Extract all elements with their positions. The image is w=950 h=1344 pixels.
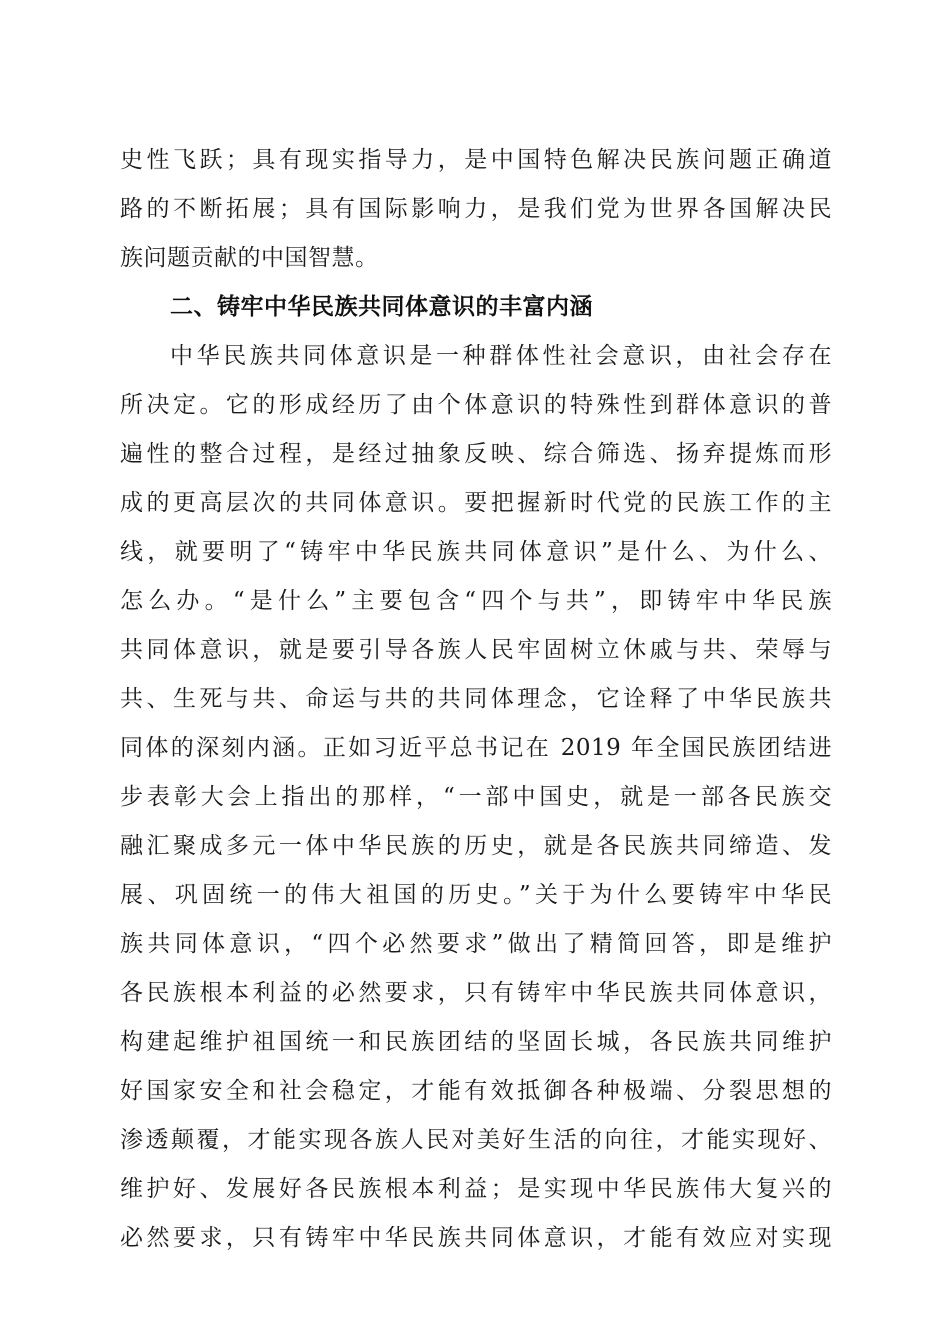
paragraph-2-line: 共同体意识，就是要引导各族人民牢固树立休戚与共、荣辱与 [120,637,832,663]
paragraph-2-line: 成的更高层次的共同体意识。要把握新时代党的民族工作的主 [120,490,832,516]
paragraph-2-line: 展、巩固统一的伟大祖国的历史。”关于为什么要铸牢中华民 [120,882,832,908]
paragraph-1-line: 史性飞跃；具有现实指导力，是中国特色解决民族问题正确道 [120,147,832,173]
paragraph-2-line: 族共同体意识，“四个必然要求”做出了精简回答，即是维护 [120,931,832,957]
paragraph-2-line: 渗透颠覆，才能实现各族人民对美好生活的向往，才能实现好、 [120,1127,832,1153]
paragraph-2-line: 好国家安全和社会稳定，才能有效抵御各种极端、分裂思想的 [120,1078,832,1104]
paragraph-1-line: 族问题贡献的中国智慧。 [120,245,379,271]
paragraph-2-line: 维护好、发展好各民族根本利益；是实现中华民族伟大复兴的 [120,1176,832,1202]
paragraph-2-line: 怎么办。“是什么”主要包含“四个与共”，即铸牢中华民族 [120,588,832,614]
paragraph-2-line: 同体的深刻内涵。正如习近平总书记在 2019 年全国民族团结进 [120,735,832,761]
paragraph-1-line: 路的不断拓展；具有国际影响力，是我们党为世界各国解决民 [120,196,832,222]
paragraph-2-line: 步表彰大会上指出的那样，“一部中国史，就是一部各民族交 [120,784,832,810]
paragraph-2-line: 所决定。它的形成经历了由个体意识的特殊性到群体意识的普 [120,392,832,418]
paragraph-2-line: 线，就要明了“铸牢中华民族共同体意识”是什么、为什么、 [120,539,832,565]
document-body [120,136,832,1263]
paragraph-2-line: 各民族根本利益的必然要求，只有铸牢中华民族共同体意识， [120,980,832,1006]
paragraph-2-line: 构建起维护祖国统一和民族团结的坚固长城，各民族共同维护 [120,1029,832,1055]
paragraph-2-line: 必然要求，只有铸牢中华民族共同体意识，才能有效应对实现 [120,1225,832,1251]
section-heading: 二、铸牢中华民族共同体意识的丰富内涵 [170,294,593,320]
paragraph-2-line: 融汇聚成多元一体中华民族的历史，就是各民族共同缔造、发 [120,833,832,859]
paragraph-2-line: 遍性的整合过程，是经过抽象反映、综合筛选、扬弃提炼而形 [120,441,832,467]
paragraph-2-line: 共、生死与共、命运与共的共同体理念，它诠释了中华民族共 [120,686,832,712]
paragraph-2-line: 中华民族共同体意识是一种群体性社会意识，由社会存在 [170,343,832,369]
